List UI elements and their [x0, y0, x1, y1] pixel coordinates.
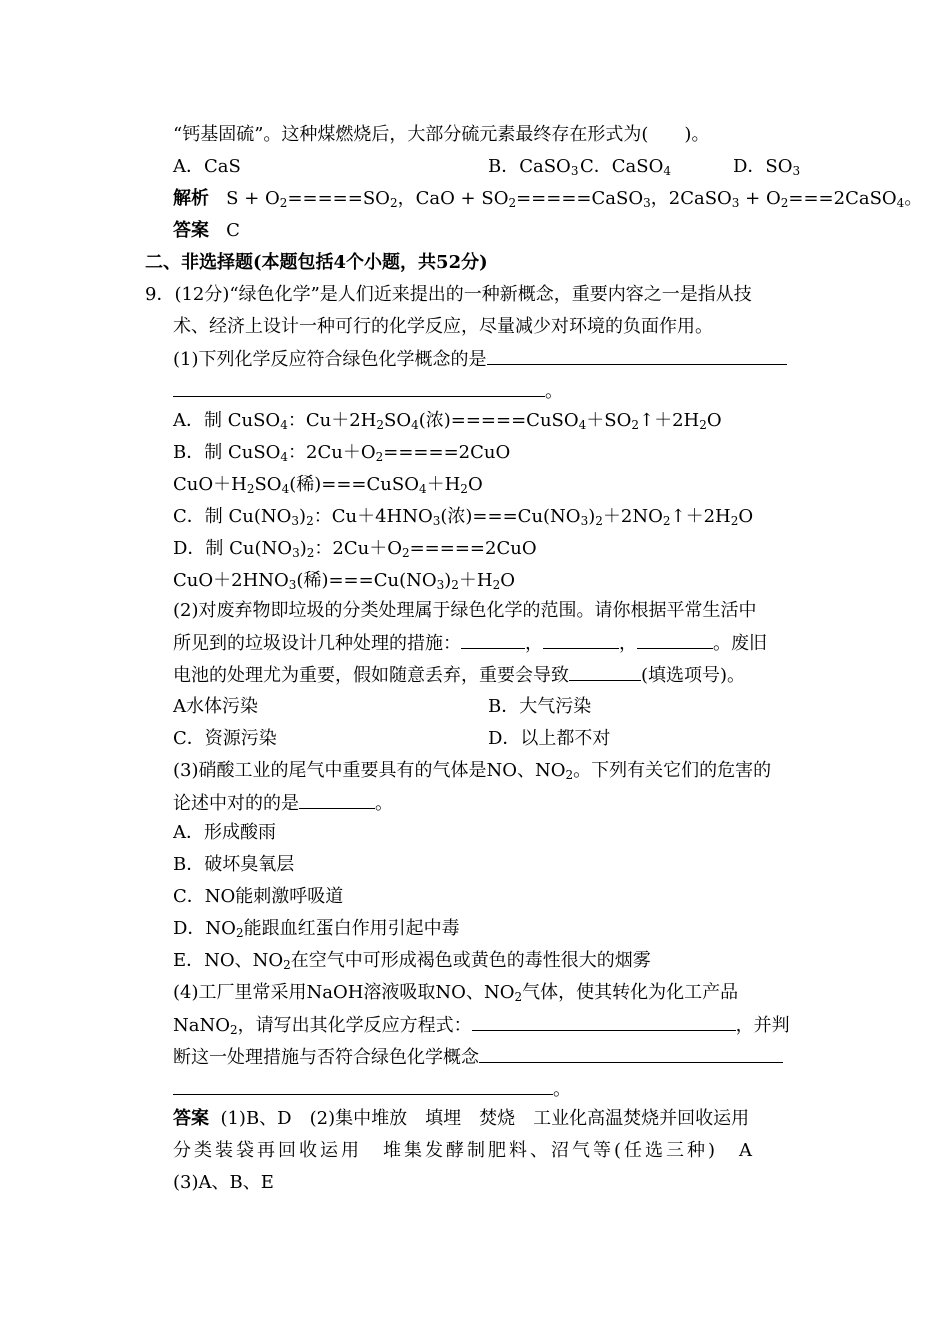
q9-part1-option-b-cont: $CuO+H_2SO_4$(稀)$===CuSO_4+H_2O$ [173, 474, 483, 496]
q9-part3-option-a: A．形成酸雨 [173, 822, 276, 843]
q9-part1-option-d: D．制 $Cu(NO_3)_2$：$2Cu+O_2=====2CuO$ [173, 538, 537, 560]
q8-stem-tail: “钙基固硫”。这种煤燃烧后，大部分硫元素最终存在形式为( )。 [173, 124, 710, 145]
q8-answer [173, 220, 240, 242]
q9-part1-blank-line: 。 [173, 380, 563, 403]
q9-part1-option-b: B．制 CuSO$_4$：$2Cu+O_2=====2CuO$ [173, 442, 511, 464]
q9-part4-line3: 断这一处理措施与否符合绿色化学概念 [173, 1046, 783, 1069]
section-title: 二、非选择题(本题包括4个小题，共52分) [145, 252, 488, 273]
q9-part3-option-d: D．$NO_2$能跟血红蛋白作用引起中毒 [173, 918, 460, 940]
q9-answer-line1: 答案 (1)B、D (2)集中堆放 填埋 焚烧 工业化高温焚烧并回收运用 [173, 1108, 750, 1129]
q9-part1-prompt: (1)下列化学反应符合绿色化学概念的是 [173, 348, 787, 371]
answer-blank[interactable] [299, 792, 375, 809]
analysis-equations: $S + O_2=====SO_2$，CaO + $SO_2=====CaSO_3$，2CaSO$_3$ + $O_2===2CaSO_4$。 [226, 188, 923, 210]
q8-option-c: C．CaSO$_4$ [580, 156, 672, 178]
q9-part1-option-d-cont: $CuO+2HNO_3$(稀)$===Cu(NO_3)_2+H_2O$ [173, 570, 516, 592]
answer-blank[interactable] [637, 632, 713, 649]
q9-number: 9． [145, 284, 175, 305]
q9-part2-option-d: D．以上都不对 [488, 728, 611, 749]
q9-part2-line2: 所见到的垃圾设计几种处理的措施： ， ， 。废旧 [173, 633, 767, 654]
q9-part3-option-c: C．NO能刺激呼吸道 [173, 886, 344, 907]
q9-stem-line2: 术、经济上设计一种可行的化学反应，尽量减少对环境的负面作用。 [173, 316, 713, 337]
q9-answer-line3: (3)A、B、E [173, 1172, 274, 1193]
q9-part3-line1: (3)硝酸工业的尾气中重要具有的气体是NO、$NO_2$。下列有关它们的危害的 [173, 760, 772, 782]
answer-blank[interactable] [569, 664, 641, 681]
q8-option-a: A．CaS [173, 156, 241, 177]
answer-blank[interactable] [173, 1078, 553, 1095]
answer-blank[interactable] [479, 1046, 783, 1063]
q9-part4-line1: (4)工厂里常采用NaOH溶液吸取NO、$NO_2$气体，使其转化为化工产品 [173, 982, 739, 1004]
q9-part3-option-b: B．破坏臭氧层 [173, 854, 295, 875]
q9-part3-line2: 论述中对的的是 。 [173, 793, 393, 814]
answer-value: C [226, 220, 240, 241]
answer-blank[interactable] [472, 1014, 736, 1031]
answer-blank[interactable] [461, 632, 525, 649]
q9-part4-blank-line: 。 [173, 1078, 571, 1101]
answer-blank[interactable] [487, 348, 787, 365]
q8-analysis [173, 188, 922, 210]
q9-part2-line1: (2)对废弃物即垃圾的分类处理属于绿色化学的范围。请你根据平常生活中 [173, 600, 757, 621]
q9-part4-line2: NaNO$_2$，请写出其化学反应方程式： ，并判 [173, 1015, 790, 1037]
q8-options [173, 156, 241, 178]
q9-part2-option-b: B．大气污染 [488, 696, 592, 717]
q9-part2-option-a: A水体污染 [173, 696, 258, 717]
analysis-label: 解析 [173, 188, 209, 209]
q9-stem-line1: 9．(12分)“绿色化学”是人们近来提出的一种新概念，重要内容之一是指从技 [145, 284, 752, 305]
q9-part2-option-c: C．资源污染 [173, 728, 277, 749]
q9-part2-line3: 电池的处理尤为重要，假如随意丢弃，重要会导致 (填选项号)。 [173, 665, 746, 686]
q8-option-d: D．$SO_3$ [733, 156, 801, 178]
answer-blank[interactable] [173, 380, 545, 397]
answer-blank[interactable] [543, 632, 619, 649]
q9-answer-line2: 分类装袋再回收运用 堆集发酵制肥料、沼气等(任选三种) A [173, 1140, 756, 1161]
q9-part3-option-e: E．NO、$NO_2$在空气中可形成褐色或黄色的毒性很大的烟雾 [173, 950, 651, 972]
q8-option-b: B．CaSO$_3$ [488, 156, 579, 178]
q9-part1-option-a: A．制 CuSO$_4$：$Cu+2H_2SO_4$(浓)$=====CuSO_4+SO_2↑+2H_2O$ [173, 410, 722, 432]
answer-label: 答案 [173, 220, 209, 241]
answer-label: 答案 [173, 1108, 209, 1129]
q9-part1-option-c: C．制 $Cu(NO_3)_2$：$Cu+4HNO_3$(浓)$===Cu(NO_3)_2+2NO_2↑+2H_2O$ [173, 506, 754, 528]
